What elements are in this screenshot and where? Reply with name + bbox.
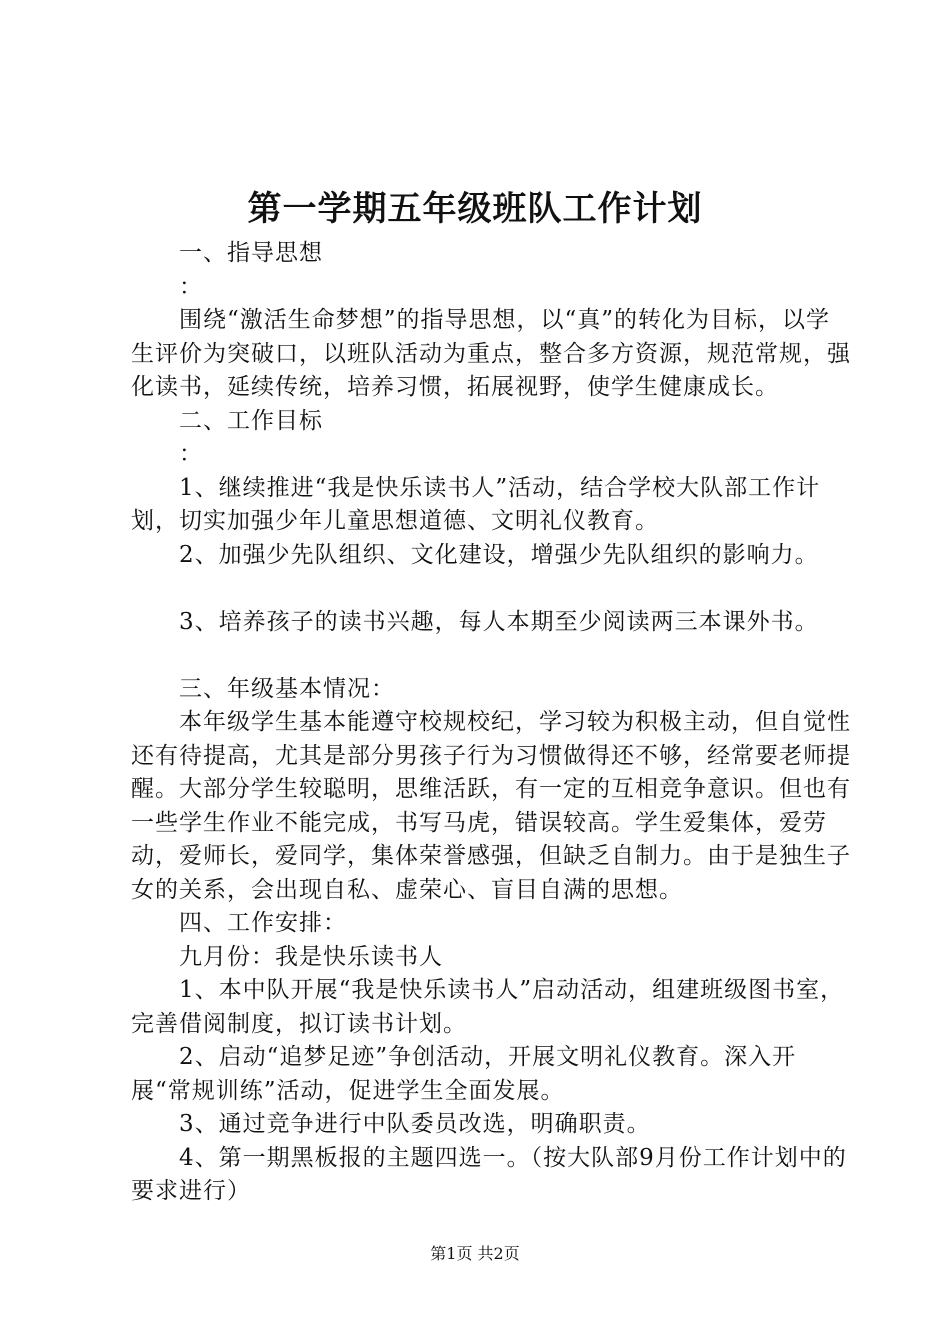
- colon-line: ：: [179, 273, 203, 300]
- colon-line: ：: [179, 441, 203, 467]
- section-heading-guiding-thought: 一、指导思想: [179, 240, 323, 266]
- arrangement-item-2: 2、启动“追梦足迹”争创活动，开展文明礼仪教育。深入开展“常规训练”活动，促进学生全面发展。: [131, 1044, 797, 1104]
- paragraph-guiding-thought: 围绕“激活生命梦想”的指导思想，以“真”的转化为目标，以学生评价为突破口，以班队活动为重点，整合多方资源，规范常规，强化读书，延续传统，培养习惯，拓展视野，使学生健康成长。: [131, 307, 851, 400]
- document-title: 第一学期五年级班队工作计划: [247, 189, 703, 229]
- blank-line: [131, 572, 851, 606]
- page-footer: 第1页 共2页: [430, 1244, 520, 1263]
- arrangement-item-3: 3、通过竞争进行中队委员改选，明确职责。: [179, 1111, 651, 1137]
- section-heading-grade-situation: 三、年级基本情况：: [179, 675, 395, 702]
- arrangement-item-1: 1、本中队开展“我是快乐读书人”启动活动，组建班级图书室，完善借阅制度，拟订读书计划。: [131, 977, 845, 1037]
- goal-item-2: 2、加强少先队组织、文化建设，增强少先队组织的影响力。: [179, 541, 819, 568]
- month-heading-september: 九月份：我是快乐读书人: [179, 943, 443, 970]
- goal-item-3: 3、培养孩子的读书兴趣，每人本期至少阅读两三本课外书。: [179, 608, 819, 635]
- document-body: [131, 237, 851, 1209]
- section-heading-work-goals: 二、工作目标: [179, 407, 323, 434]
- paragraph-grade-situation: 本年级学生基本能遵守校规校纪，学习较为积极主动，但自觉性还有待提高，尤其是部分男孩子行为习惯做得还不够，经常要老师提醒。大部分学生较聪明，思维活跃，有一定的互相竞争意识。但也有一些学生作业不能完成，书写马虎，错误较高。学生爱集体，爱劳动，爱师长，爱同学，集体荣誉感强，但缺乏自制力。由于是独生子女的关系，会出现自私、虚荣心、盲目自满的思想。: [131, 709, 851, 903]
- blank-line: [131, 639, 851, 673]
- goal-item-1: 1、继续推进“我是快乐读书人”活动，结合学校大队部工作计划，切实加强少年儿童思想道德、文明礼仪教育。: [131, 474, 821, 534]
- arrangement-item-4: 4、第一期黑板报的主题四选一。（按大队部9月份工作计划中的要求进行）: [131, 1144, 847, 1204]
- section-heading-work-arrangement: 四、工作安排：: [179, 910, 347, 936]
